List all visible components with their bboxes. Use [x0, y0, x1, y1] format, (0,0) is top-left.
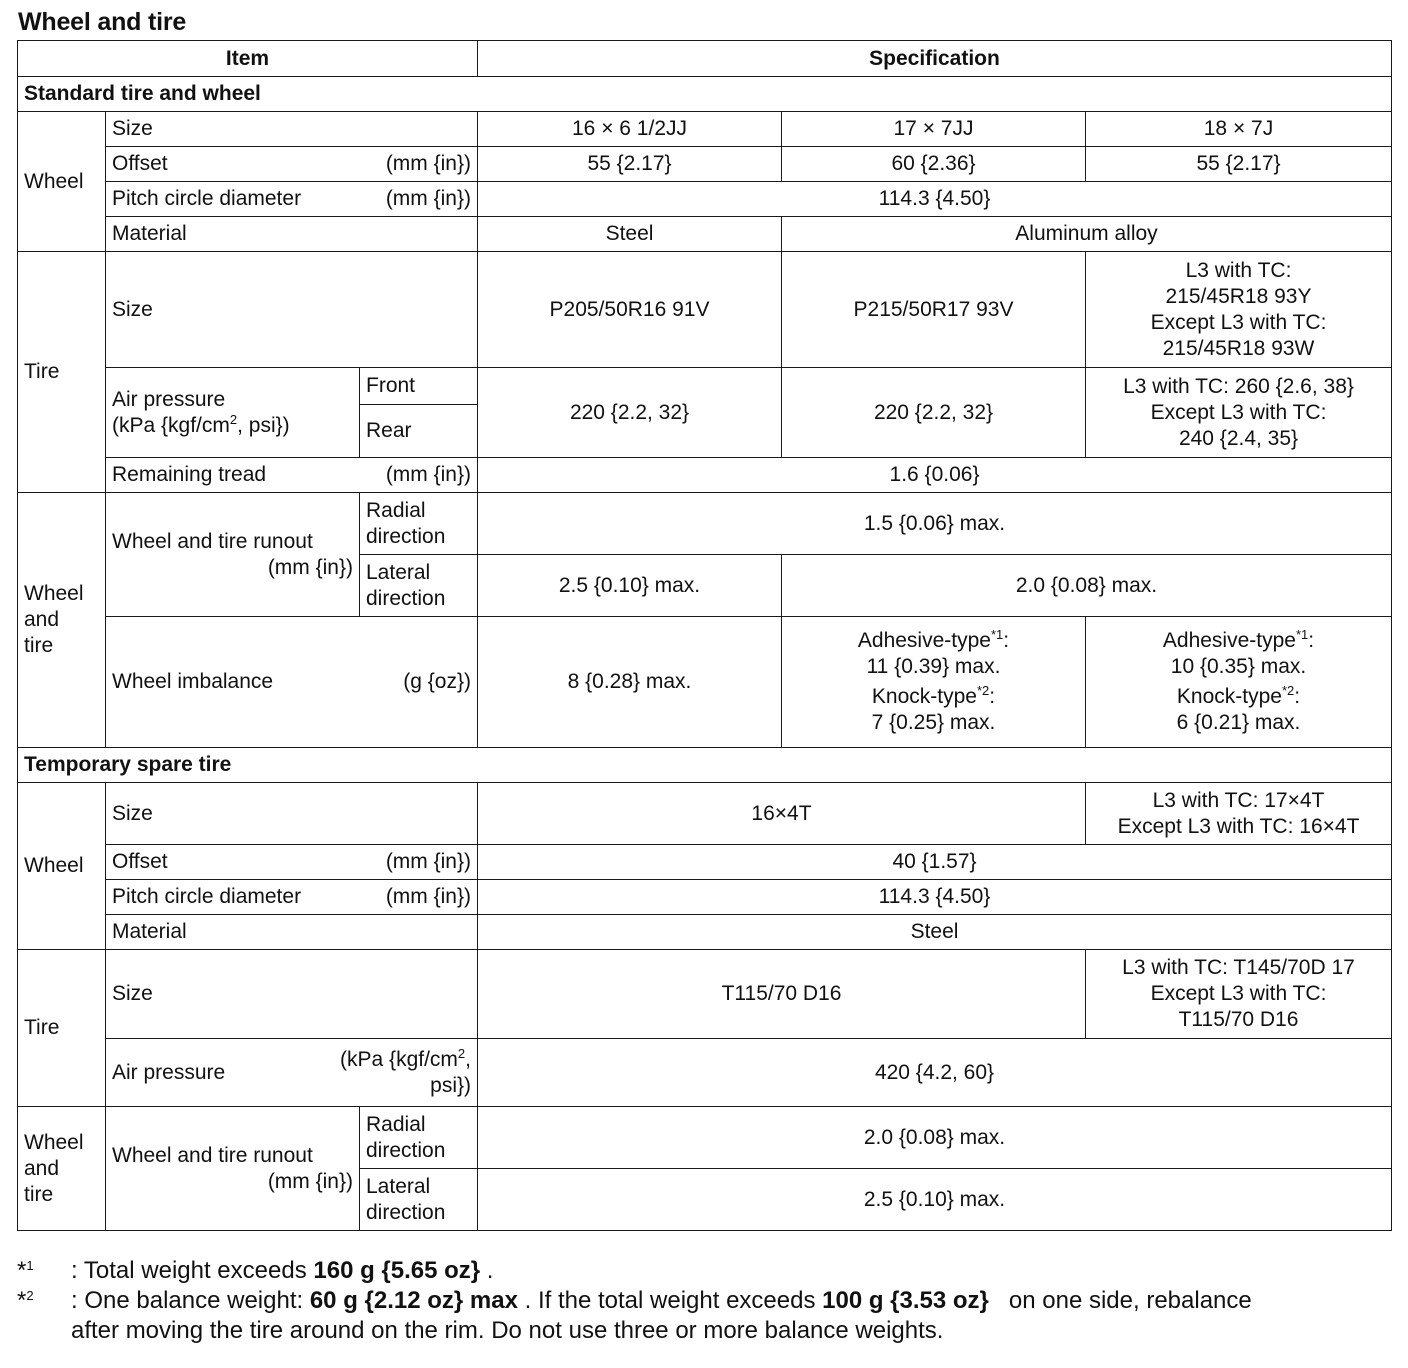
label-text: Wheel and tire runout	[112, 529, 313, 553]
value-cell: 220 {2.2, 32}	[478, 368, 782, 458]
row-label	[106, 493, 360, 617]
row-label	[106, 1039, 478, 1107]
table-row	[18, 252, 1392, 368]
value-cell: 55 {2.17}	[1086, 147, 1392, 182]
value-cell: 40 {1.57}	[478, 845, 1392, 880]
section-spare: Temporary spare tire	[18, 748, 1392, 783]
group-wheel: Wheel	[18, 783, 106, 950]
row-label	[106, 147, 478, 182]
group-tire: Tire	[18, 950, 106, 1107]
label-text: Wheel imbalance	[112, 670, 274, 693]
row-label	[106, 458, 478, 493]
label-text: Air pressure	[112, 1060, 226, 1084]
value-cell: 16×4T	[478, 783, 1086, 845]
lateral-label: Lateral direction	[360, 1169, 478, 1231]
unit-text: (mm {in})	[267, 1169, 353, 1193]
footnote-2-cont: after moving the tire around on the rim. Do not use three or more balance weights.	[71, 1317, 944, 1344]
radial-label: Radial direction	[360, 493, 478, 555]
table-row	[18, 783, 1392, 845]
value-cell: 2.5 {0.10} max.	[478, 1169, 1392, 1231]
value-cell: 18 × 7J	[1086, 112, 1392, 147]
label-text: Remaining tread	[112, 463, 267, 486]
spec-table	[17, 40, 1392, 1231]
value-cell: 55 {2.17}	[478, 147, 782, 182]
table-row	[18, 458, 1392, 493]
label-text: Air pressure	[112, 387, 226, 411]
value-cell	[1086, 783, 1392, 845]
line: 6 {0.21} max.	[1176, 711, 1301, 734]
line: Except L3 with TC:	[1150, 310, 1327, 334]
table-row	[18, 880, 1392, 915]
table-row	[18, 617, 1392, 748]
value-cell	[782, 617, 1086, 748]
unit-text: (mm {in})	[385, 187, 471, 210]
row-label: Size	[106, 112, 478, 147]
row-label	[106, 845, 478, 880]
page-title: Wheel and tire	[18, 8, 187, 36]
line: L3 with TC: 260 {2.6, 38}	[1123, 374, 1354, 398]
line: 215/45R18 93Y	[1165, 284, 1312, 308]
line: L3 with TC: T145/70D 17	[1122, 956, 1355, 979]
value-cell: Steel	[478, 915, 1392, 950]
unit-text: (kPa {$kgf/cm^2$, psi})	[340, 1045, 471, 1097]
section-standard: Standard tire and wheel	[18, 77, 1392, 112]
table-row	[18, 1039, 1392, 1107]
rear-label: Rear	[360, 405, 478, 458]
label-text: Pitch circle diameter	[112, 885, 302, 908]
specification-header: Specification	[478, 41, 1392, 77]
value-cell: 17 × 7JJ	[782, 112, 1086, 147]
item-header: Item	[18, 41, 478, 77]
value-cell	[1086, 368, 1392, 458]
row-label	[106, 1107, 360, 1231]
line: Except L3 with TC:	[1150, 400, 1327, 424]
line: 11 {0.39} max.	[866, 655, 1001, 678]
label-text: Offset	[112, 850, 168, 873]
group-wheel-and-tire: Wheel and tire	[18, 493, 106, 748]
line: Adhesive-type$^{*1}$:	[857, 627, 1010, 652]
line: Except L3 with TC:	[1150, 982, 1327, 1005]
table-row	[18, 368, 1392, 405]
line: 240 {2.4, 35}	[1178, 426, 1299, 450]
table-row	[18, 493, 1392, 555]
row-label	[106, 368, 360, 458]
label-text: Offset	[112, 152, 168, 175]
line: T115/70 D16	[1178, 1008, 1299, 1031]
value-cell: Aluminum alloy	[782, 217, 1392, 252]
value-cell	[1086, 617, 1392, 748]
value-cell: 420 {4.2, 60}	[478, 1039, 1392, 1107]
table-row	[18, 112, 1392, 147]
unit-text: (mm {in})	[385, 152, 471, 175]
unit-text: (mm {in})	[267, 555, 353, 579]
line: Knock-type$^{*2}$:	[1176, 683, 1301, 708]
value-cell: 1.5 {0.06} max.	[478, 493, 1392, 555]
value-cell: 8 {0.28} max.	[478, 617, 782, 748]
value-cell	[1086, 252, 1392, 368]
table-row	[18, 915, 1392, 950]
row-label: Size	[106, 950, 478, 1039]
line: 10 {0.35} max.	[1170, 655, 1307, 678]
value-cell: 2.0 {0.08} max.	[478, 1107, 1392, 1169]
section-row	[18, 748, 1392, 783]
table-row	[18, 147, 1392, 182]
footnote-2: *$^2$ : One balance weight: 60 g {2.12 oz} max . If the total weight exceeds 100 g {3.53 oz} on one side, rebalance	[17, 1287, 1252, 1314]
value-cell: 2.0 {0.08} max.	[782, 555, 1392, 617]
value-cell: 2.5 {0.10} max.	[478, 555, 782, 617]
row-label	[106, 617, 478, 748]
value-cell: 220 {2.2, 32}	[782, 368, 1086, 458]
table-row	[18, 1107, 1392, 1169]
unit-text: (kPa {$kgf/cm^2$, psi})	[112, 411, 290, 437]
table-row	[18, 182, 1392, 217]
line: Except L3 with TC: 16×4T	[1117, 814, 1360, 838]
label-text: Wheel and tire runout	[112, 1143, 313, 1167]
row-label: Size	[106, 783, 478, 845]
line: 215/45R18 93W	[1162, 336, 1315, 360]
value-cell: P215/50R17 93V	[782, 252, 1086, 368]
value-cell: 60 {2.36}	[782, 147, 1086, 182]
table-row	[18, 950, 1392, 1039]
unit-text: (mm {in})	[385, 885, 471, 908]
line: Knock-type$^{*2}$:	[871, 683, 996, 708]
line: L3 with TC: 17×4T	[1152, 788, 1325, 812]
value-cell: Steel	[478, 217, 782, 252]
line: Adhesive-type$^{*1}$:	[1162, 627, 1315, 652]
unit-text: (g {oz})	[403, 670, 471, 693]
value-cell: 1.6 {0.06}	[478, 458, 1392, 493]
front-label: Front	[360, 368, 478, 405]
unit-text: (mm {in})	[385, 850, 471, 873]
header-row	[18, 41, 1392, 77]
value-cell	[1086, 950, 1392, 1039]
value-cell: T115/70 D16	[478, 950, 1086, 1039]
value-cell: 16 × 6 1/2JJ	[478, 112, 782, 147]
label-text: Pitch circle diameter	[112, 187, 302, 210]
group-wheel-and-tire: Wheel and tire	[18, 1107, 106, 1231]
footnotes	[17, 1256, 1401, 1346]
row-label	[106, 880, 478, 915]
section-row	[18, 77, 1392, 112]
value-cell: P205/50R16 91V	[478, 252, 782, 368]
row-label: Material	[106, 217, 478, 252]
value-cell: 114.3 {4.50}	[478, 880, 1392, 915]
lateral-label: Lateral direction	[360, 555, 478, 617]
line: 7 {0.25} max.	[871, 711, 996, 734]
group-wheel: Wheel	[18, 112, 106, 252]
table-row	[18, 217, 1392, 252]
unit-text: (mm {in})	[385, 463, 471, 486]
row-label: Material	[106, 915, 478, 950]
row-label	[106, 182, 478, 217]
group-tire: Tire	[18, 252, 106, 493]
footnote-1: *$^1$ : Total weight exceeds 160 g {5.65 oz} .	[17, 1257, 494, 1284]
line: L3 with TC:	[1185, 258, 1292, 282]
row-label: Size	[106, 252, 478, 368]
value-cell: 114.3 {4.50}	[478, 182, 1392, 217]
radial-label: Radial direction	[360, 1107, 478, 1169]
table-row	[18, 845, 1392, 880]
